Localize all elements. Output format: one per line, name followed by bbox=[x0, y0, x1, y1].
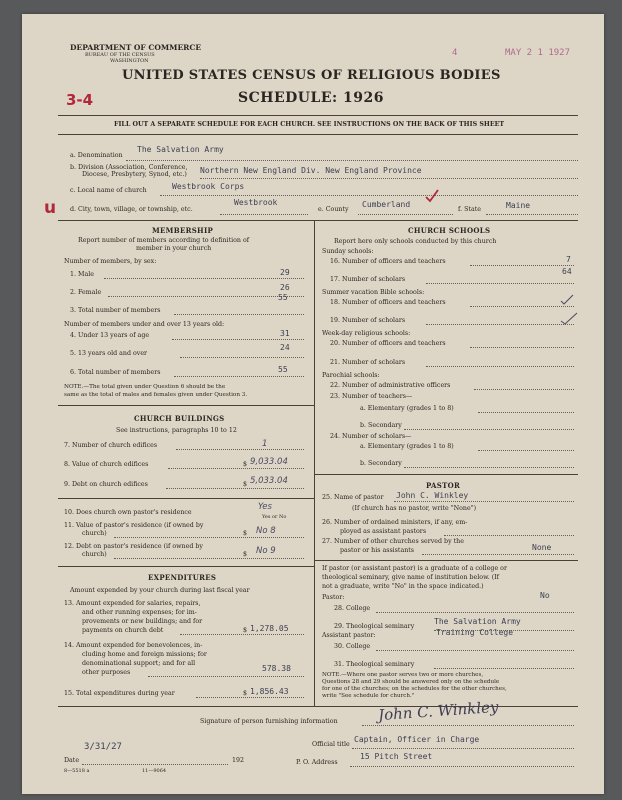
q16-line bbox=[470, 265, 574, 266]
q3-label: 3. Total number of members bbox=[70, 307, 161, 314]
q13-line bbox=[180, 634, 304, 635]
q19-check-icon bbox=[560, 312, 578, 326]
county-value[interactable]: Cumberland bbox=[362, 200, 411, 209]
signature-line bbox=[362, 725, 574, 726]
stamp-number: 4 bbox=[452, 48, 458, 58]
q4-value[interactable]: 31 bbox=[280, 329, 290, 338]
city-label: d. City, town, village, or township, etc. bbox=[70, 206, 193, 213]
q18-label: 18. Number of officers and teachers bbox=[330, 299, 446, 306]
q1-line bbox=[104, 278, 304, 279]
schools-intro: Report here only schools conducted by this church bbox=[334, 238, 497, 245]
q12-value[interactable]: No 9 bbox=[256, 546, 276, 556]
column-divider bbox=[314, 220, 315, 706]
q12-label: 12. Debt on pastor's residence (if owned by bbox=[64, 543, 203, 550]
membership-note-2: same as the total of males and females given under Question 3. bbox=[64, 392, 248, 398]
po-address-label: P. O. Address bbox=[296, 759, 338, 766]
q16-value[interactable]: 7 bbox=[566, 255, 571, 264]
division-label-2: Diocese, Presbytery, Synod, etc.) bbox=[82, 171, 187, 178]
q22-line bbox=[474, 389, 574, 390]
q29-value-2[interactable]: Training College bbox=[436, 628, 514, 637]
q10-value[interactable]: Yes bbox=[258, 502, 272, 512]
county-label: e. County bbox=[318, 206, 349, 213]
q8-value[interactable]: 9,033.04 bbox=[250, 457, 288, 467]
schedule-title: SCHEDULE: 1926 bbox=[238, 90, 385, 106]
buildings-intro: See instructions, paragraphs 10 to 12 bbox=[116, 427, 237, 434]
members-by-sex-label: Number of members, by sex: bbox=[64, 258, 157, 265]
expenditures-intro: Amount expended by your church during last fiscal year bbox=[70, 587, 250, 594]
pastor-title: PASTOR bbox=[426, 481, 461, 490]
date-line bbox=[82, 764, 228, 765]
q28-label: 28. College bbox=[334, 605, 371, 612]
date-label: Date bbox=[64, 757, 80, 764]
q25-hint: (If church has no pastor, write "None") bbox=[352, 505, 477, 512]
q7-label: 7. Number of church edifices bbox=[64, 442, 158, 449]
parochial-schools-label: Parochial schools: bbox=[322, 372, 380, 379]
q11-label-2: church) bbox=[82, 530, 107, 537]
q14-label-2: cluding home and foreign missions; for bbox=[82, 651, 207, 658]
q12-dollar: $ bbox=[243, 551, 248, 558]
signature-label: Signature of person furnishing information bbox=[200, 718, 338, 725]
denomination-value[interactable]: The Salvation Army bbox=[137, 145, 224, 154]
grid-top-rule bbox=[58, 220, 578, 221]
q26-line bbox=[444, 535, 574, 536]
q9-line bbox=[166, 488, 304, 489]
q4-label: 4. Under 13 years of age bbox=[70, 332, 150, 339]
division-value[interactable]: Northern New England Div. New England Province bbox=[200, 166, 422, 175]
q29-value-1[interactable]: The Salvation Army bbox=[434, 617, 521, 626]
q1-label: 1. Male bbox=[70, 271, 94, 278]
members-by-age-label: Number of members under and over 13 years old: bbox=[64, 321, 225, 328]
q14-value[interactable]: 578.38 bbox=[262, 664, 291, 673]
q31-label: 31. Theological seminary bbox=[334, 661, 415, 668]
q5-label: 5. 13 years old and over bbox=[70, 350, 148, 357]
q27-line bbox=[422, 554, 574, 555]
assistant-pastor-label: Assistant pastor: bbox=[322, 632, 376, 639]
q25-label: 25. Name of pastor bbox=[322, 494, 384, 501]
q18-line bbox=[470, 306, 574, 307]
q17-value[interactable]: 64 bbox=[562, 267, 572, 276]
denomination-line bbox=[126, 160, 578, 161]
q31-line bbox=[434, 668, 574, 669]
q24a-label: a. Elementary (grades 1 to 8) bbox=[360, 443, 454, 450]
q2-label: 2. Female bbox=[70, 289, 102, 296]
q6-line bbox=[174, 376, 304, 377]
q19-label: 19. Number of scholars bbox=[330, 317, 406, 324]
weekday-schools-label: Week-day religious schools: bbox=[322, 330, 411, 337]
q9-label: 9. Debt on church edifices bbox=[64, 481, 148, 488]
city-value[interactable]: Westbrook bbox=[234, 198, 278, 207]
membership-note-1: NOTE.—The total given under Question 6 should be the bbox=[64, 384, 226, 390]
separate-schedule-instruction: FILL OUT A SEPARATE SCHEDULE FOR EACH CHURCH. SEE INSTRUCTIONS ON THE BACK OF THIS SHEET bbox=[114, 121, 505, 128]
pastor-note-1: NOTE.—Where one pastor serves two or more churches, bbox=[322, 672, 484, 678]
q13-label-1: 13. Amount expended for salaries, repairs, bbox=[64, 600, 201, 607]
q30-label: 30. College bbox=[334, 643, 371, 650]
po-address-line bbox=[350, 766, 574, 767]
state-line bbox=[486, 214, 578, 215]
q29-label: 29. Theological seminary bbox=[334, 623, 415, 630]
q26-label-2: ployed as assistant pastors bbox=[340, 528, 427, 535]
q23-label: 23. Number of teachers— bbox=[330, 393, 413, 400]
q13-dollar: $ bbox=[243, 627, 248, 634]
q24b-label: b. Secondary bbox=[360, 460, 402, 467]
file-number-mark: 3-4 bbox=[66, 91, 94, 109]
q28-line bbox=[376, 612, 574, 613]
city-line bbox=[220, 214, 308, 215]
q19-line bbox=[426, 324, 574, 325]
q15-dollar: $ bbox=[243, 690, 248, 697]
header-rule-bottom bbox=[58, 134, 578, 135]
schools-title: CHURCH SCHOOLS bbox=[408, 226, 491, 235]
q2-value[interactable]: 26 bbox=[280, 283, 290, 292]
state-label: f. State bbox=[458, 206, 481, 213]
q15-value[interactable]: 1,856.43 bbox=[250, 687, 289, 696]
q27-label-1: 27. Number of other churches served by the bbox=[322, 538, 464, 545]
q24a-line bbox=[478, 450, 574, 451]
q20-label: 20. Number of officers and teachers bbox=[330, 340, 446, 347]
q13-label-4: payments on church debt bbox=[82, 627, 164, 634]
q9-dollar: $ bbox=[243, 481, 248, 488]
local-name-line bbox=[160, 195, 578, 196]
q17-line bbox=[426, 283, 574, 284]
q14-label-4: other purposes bbox=[82, 669, 131, 676]
form-number: 8—5518 a bbox=[64, 768, 90, 774]
q23b-label: b. Secondary bbox=[360, 422, 402, 429]
header-rule-top bbox=[58, 115, 578, 116]
q14-line bbox=[148, 676, 304, 677]
q7-line bbox=[176, 449, 304, 450]
sunday-schools-label: Sunday schools: bbox=[322, 248, 374, 255]
graduate-note-3: not a graduate, write "No" in the space indicated.) bbox=[322, 583, 484, 590]
division-label: b. Division (Association, Conference, bbox=[70, 164, 188, 171]
q1-value[interactable]: 29 bbox=[280, 268, 290, 277]
department-heading: DEPARTMENT OF COMMERCE bbox=[70, 43, 202, 52]
expenditures-title: EXPENDITURES bbox=[148, 573, 217, 582]
po-address-value[interactable]: 15 Pitch Street bbox=[360, 752, 433, 761]
pastor-name-value[interactable]: John C. Winkley bbox=[396, 491, 469, 500]
q3-handwritten-value[interactable]: 55 bbox=[278, 293, 288, 302]
q20-line bbox=[470, 347, 574, 348]
q21-label: 21. Number of scholars bbox=[330, 359, 406, 366]
q15-label: 15. Total expenditures during year bbox=[64, 690, 175, 697]
q4-line bbox=[172, 339, 304, 340]
print-number: 11—9064 bbox=[142, 768, 167, 774]
q3-line bbox=[174, 314, 304, 315]
q23a-line bbox=[478, 412, 574, 413]
q11-value[interactable]: No 8 bbox=[256, 526, 276, 536]
official-title-value[interactable]: Captain, Officer in Charge bbox=[354, 735, 480, 744]
q10-label: 10. Does church own pastor's residence bbox=[64, 509, 192, 516]
q18-check-icon bbox=[560, 294, 574, 306]
membership-intro-1: Report number of members according to definition of bbox=[78, 237, 250, 244]
summer-schools-label: Summer vacation Bible schools: bbox=[322, 289, 425, 296]
q6-label: 6. Total number of members bbox=[70, 369, 161, 376]
q14-label-1: 14. Amount expended for benevolences, in- bbox=[64, 642, 203, 649]
q15-line bbox=[196, 697, 304, 698]
form-title: UNITED STATES CENSUS OF RELIGIOUS BODIES bbox=[122, 68, 501, 83]
q14-label-3: denominational support; and for all bbox=[82, 660, 196, 667]
q5-line bbox=[180, 357, 304, 358]
q11-line bbox=[114, 537, 304, 538]
q24b-line bbox=[404, 467, 574, 468]
q2-line bbox=[108, 296, 304, 297]
signature-value[interactable]: John C. Winkley bbox=[377, 697, 499, 725]
q8-dollar: $ bbox=[243, 461, 248, 468]
county-line bbox=[358, 214, 453, 215]
q21-line bbox=[426, 366, 574, 367]
q23a-label: a. Elementary (grades 1 to 8) bbox=[360, 405, 454, 412]
pastor-sub-label: Pastor: bbox=[322, 594, 345, 601]
q13-value[interactable]: 1,278.05 bbox=[250, 624, 289, 633]
q16-label: 16. Number of officers and teachers bbox=[330, 258, 446, 265]
local-name-label: c. Local name of church bbox=[70, 187, 147, 194]
q13-label-2: and other running expenses; for im- bbox=[82, 609, 197, 616]
q5-value[interactable]: 24 bbox=[280, 343, 290, 352]
q27-value[interactable]: None bbox=[532, 543, 552, 552]
q27-label-2: pastor or his assistants bbox=[340, 547, 415, 554]
q12-label-2: church) bbox=[82, 551, 107, 558]
q9-value[interactable]: 5,033.04 bbox=[250, 476, 288, 486]
buildings-mid-rule bbox=[58, 498, 314, 499]
q24-label: 24. Number of scholars— bbox=[330, 433, 412, 440]
q13-label-3: provements or new buildings; and for bbox=[82, 618, 203, 625]
q6-value[interactable]: 55 bbox=[278, 365, 288, 374]
q11-dollar: $ bbox=[243, 530, 248, 537]
q8-label: 8. Value of church edifices bbox=[64, 461, 149, 468]
membership-bottom-rule bbox=[58, 405, 314, 406]
red-check-mark-icon bbox=[424, 188, 440, 204]
schools-bottom-rule bbox=[314, 474, 578, 475]
city-heading: WASHINGTON bbox=[110, 58, 149, 64]
pastor-college-no-value[interactable]: No bbox=[540, 591, 550, 600]
graduate-note-1: If pastor (or assistant pastor) is a graduate of a college or bbox=[322, 565, 507, 572]
q12-line bbox=[114, 558, 304, 559]
q25-line bbox=[394, 501, 574, 502]
q7-value[interactable]: 1 bbox=[262, 439, 268, 449]
bureau-heading: BUREAU OF THE CENSUS bbox=[85, 52, 155, 58]
q23b-line bbox=[404, 429, 574, 430]
q8-line bbox=[168, 468, 304, 469]
pastor-note-4: write "See schedule for church." bbox=[322, 693, 415, 699]
membership-title: MEMBERSHIP bbox=[152, 226, 214, 235]
state-value[interactable]: Maine bbox=[506, 201, 531, 210]
graduate-note-2: theological seminary, give name of institution below. (If bbox=[322, 574, 500, 581]
date-value[interactable]: 3/31/27 bbox=[84, 742, 122, 752]
buildings-bottom-rule bbox=[58, 566, 314, 567]
q22-label: 22. Number of administrative officers bbox=[330, 382, 451, 389]
denomination-label: a. Denomination bbox=[70, 152, 123, 159]
q26-label-1: 26. Number of ordained ministers, if any, em- bbox=[322, 519, 468, 526]
membership-intro-2: member in your church bbox=[136, 245, 212, 252]
q17-label: 17. Number of scholars bbox=[330, 276, 406, 283]
official-title-label: Official title bbox=[312, 741, 350, 748]
grid-bottom-rule bbox=[58, 706, 578, 707]
year-print: 192 bbox=[232, 757, 245, 764]
buildings-title: CHURCH BUILDINGS bbox=[134, 414, 225, 423]
division-line bbox=[200, 178, 578, 179]
q30-line bbox=[376, 650, 574, 651]
census-schedule-sheet bbox=[22, 14, 604, 794]
q10-hint: Yes or No bbox=[262, 514, 287, 520]
q11-label: 11. Value of pastor's residence (if owned by bbox=[64, 522, 204, 529]
official-title-line bbox=[352, 748, 574, 749]
red-u-mark: u bbox=[44, 198, 57, 218]
local-name-value[interactable]: Westbrook Corps bbox=[172, 182, 245, 191]
received-date-stamp: MAY 2 1 1927 bbox=[505, 48, 571, 58]
pastor-mid-rule bbox=[314, 560, 578, 561]
pastor-note-3: for one of the churches; on the schedules for the other churches, bbox=[322, 686, 507, 692]
pastor-note-2: Questions 28 and 29 should be answered only on the schedule bbox=[322, 679, 500, 685]
